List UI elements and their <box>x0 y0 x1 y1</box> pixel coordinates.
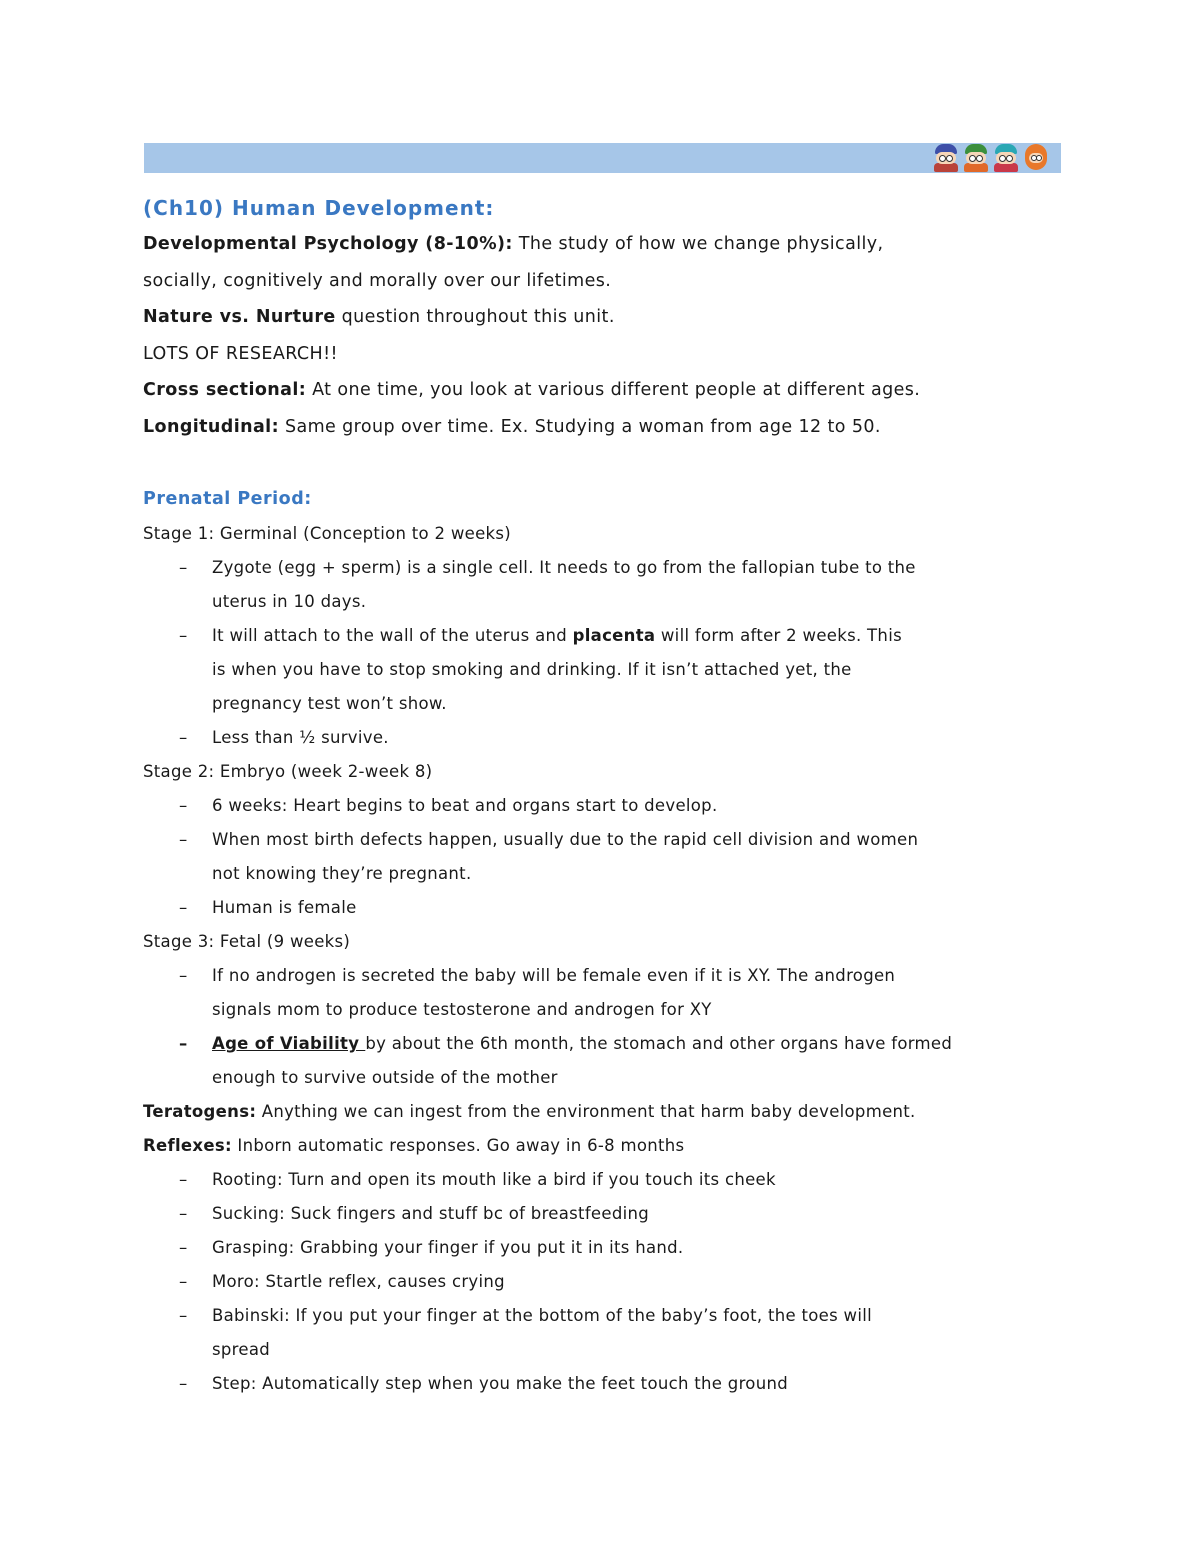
term: Age of Viability <box>212 1034 366 1053</box>
dash: – <box>179 1204 188 1223</box>
dash: – <box>179 728 188 747</box>
list-item: – If no androgen is secreted the baby will be female even if it is XY. The androgen signals mom to produce testosterone and androgen for XY <box>143 959 1063 1027</box>
list-item: – Moro: Startle reflex, causes crying <box>143 1265 1063 1299</box>
dev-psych-line <box>143 226 1063 263</box>
list-item: – Step: Automatically step when you make the feet touch the ground <box>143 1367 1063 1401</box>
dash: – <box>179 558 188 577</box>
definition: question throughout this unit. <box>335 307 615 327</box>
dash: – <box>179 1034 188 1053</box>
term: Reflexes: <box>143 1136 232 1155</box>
dash: – <box>179 1272 188 1291</box>
page-title: (Ch10) Human Development: <box>143 196 495 220</box>
cartman-avatar-icon <box>993 144 1019 172</box>
term: Teratogens: <box>143 1102 257 1121</box>
list-item: – Less than ½ survive. <box>143 721 1063 755</box>
list-item: – Rooting: Turn and open its mouth like a bird if you touch its cheek <box>143 1163 1063 1197</box>
list-item: – Sucking: Suck fingers and stuff bc of breastfeeding <box>143 1197 1063 1231</box>
dash: – <box>179 966 188 985</box>
teratogens-line: Teratogens: Anything we can ingest from the environment that harm baby development. <box>143 1102 916 1121</box>
definition: At one time, you look at various different people at different ages. <box>306 380 921 400</box>
dash: – <box>179 626 188 645</box>
term: Developmental Psychology (8-10%): <box>143 234 513 254</box>
avatar-group <box>933 144 1049 172</box>
stage-3: Stage 3: Fetal (9 weeks) <box>143 932 351 951</box>
dash: – <box>179 1374 188 1393</box>
list-item: – Grasping: Grabbing your finger if you put it in its hand. <box>143 1231 1063 1265</box>
cross-sectional-line <box>143 372 1063 409</box>
term: Cross sectional: <box>143 380 307 400</box>
list-item: – Human is female <box>143 891 1063 925</box>
dash: – <box>179 898 188 917</box>
kyle-avatar-icon <box>963 144 989 172</box>
research-line: LOTS OF RESEARCH!! <box>143 343 338 364</box>
term: placenta <box>572 626 656 645</box>
dash: – <box>179 1238 188 1257</box>
definition: The study of how we change physically, <box>512 234 884 254</box>
stage-1: Stage 1: Germinal (Conception to 2 weeks) <box>143 524 512 543</box>
nature-line <box>143 299 1063 336</box>
header-bar <box>144 143 1061 173</box>
longitudinal-line <box>143 409 1063 446</box>
stage-2: Stage 2: Embryo (week 2-week 8) <box>143 762 433 781</box>
document-body <box>143 190 1063 1401</box>
list-item: – 6 weeks: Heart begins to beat and organs start to develop. <box>143 789 1063 823</box>
list-item: – It will attach to the wall of the uterus and placenta will form after 2 weeks. This is when you have to stop smoking and drinking. If it isn’t attached yet, the pregnancy test won’t show. <box>143 619 1063 721</box>
term: Nature vs. Nurture <box>143 307 336 327</box>
list-item: – Age of Viability by about the 6th month, the stomach and other organs have formed enough to survive outside of the mother <box>143 1027 1063 1095</box>
list-item: – When most birth defects happen, usually due to the rapid cell division and women not knowing they’re pregnant. <box>143 823 1063 891</box>
dash: – <box>179 1306 188 1325</box>
term: Longitudinal: <box>143 416 279 437</box>
dash: – <box>179 830 188 849</box>
dash: – <box>179 796 188 815</box>
definition: Same group over time. Ex. Studying a woman from age 12 to 50. <box>278 416 881 437</box>
dev-psych-line-2: socially, cognitively and morally over our lifetimes. <box>143 270 612 291</box>
section-heading: Prenatal Period: <box>143 489 312 509</box>
list-item: – Zygote (egg + sperm) is a single cell. It needs to go from the fallopian tube to the uterus in 10 days. <box>143 551 1063 619</box>
list-item: – Babinski: If you put your finger at the bottom of the baby’s foot, the toes will spread <box>143 1299 1063 1367</box>
dash: – <box>179 1170 188 1189</box>
kenny-avatar-icon <box>1023 144 1049 172</box>
stan-avatar-icon <box>933 144 959 172</box>
reflexes-line: Reflexes: Inborn automatic responses. Go away in 6-8 months <box>143 1136 685 1155</box>
